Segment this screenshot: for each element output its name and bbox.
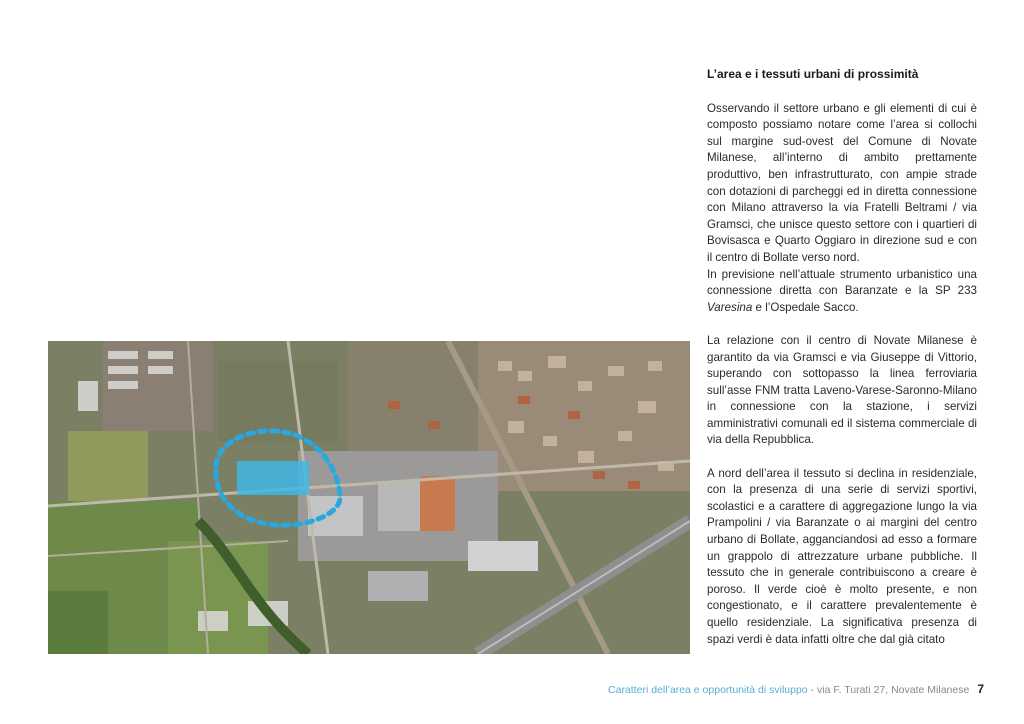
forecast-suffix: e l’Ospedale Sacco. xyxy=(752,300,859,314)
footer-address: via F. Turati 27, Novate Milanese xyxy=(816,684,970,696)
forecast-prefix: In previsione nell’attuale strumento urbanistico una connessione diretta con Baranzate e la SP 233 xyxy=(707,267,977,298)
forecast-italic: Varesina xyxy=(707,300,753,314)
text-column xyxy=(707,60,977,665)
footer-separator: - xyxy=(807,684,817,696)
section-title: L’area e i tessuti urbani di prossimità xyxy=(707,67,919,81)
aerial-photo xyxy=(48,341,690,654)
page-footer xyxy=(0,682,984,698)
paragraph-2: La relazione con il centro di Novate Milanese è garantito da via Gramsci e via Giuseppe di Vittorio, superando con sottopasso la linea ferroviaria sull’asse FNM tratta Laveno-Varese-Saronno-Milano in connessione con la stazione, i servizi amministrativi comunali ed il sistema commerciale di via della Repubblica. xyxy=(707,333,977,447)
paragraph-3: A nord dell’area il tessuto si declina in residenziale, con la presenza di una serie di servizi sportivi, scolastici e a carattere di aggregazione lungo la via Prampolini / via Baranzate o ai margini del centro urbano di Bollate, agganciandosi ad esso a formare un grappolo di attrezzature urbane pubbliche. Il tessuto che in generale contribuiscono a creare è poroso. Il verde cioè è molto presente, e non congestionato, e il carattere prevalentemente è quello residenziale. La significativa presenza di spazi verdi è data infatti oltre che dal già citato xyxy=(707,466,977,646)
footer-title: Caratteri dell’area e opportunità di sviluppo xyxy=(608,684,808,696)
paragraph-1 xyxy=(707,101,977,317)
page-number: 7 xyxy=(977,682,984,696)
aerial-photo-illustration xyxy=(48,341,690,654)
paragraph-1-text: Osservando il settore urbano e gli elementi di cui è composto possiamo notare come l’area si collochi sul margine sud-ovest del Comune di Novate Milanese, all’interno di ambito prettamente produttivo, ben infrastrutturato, con ampie strade con dotazioni di parcheggi ed in diretta connessione con Milano attraverso la via Fratelli Beltrami / via Gramsci, che unisce questo settore con i quartieri di Bovisasca e Quarto Oggiaro in direzione sud e con il centro di Bollate verso nord. xyxy=(707,101,977,264)
